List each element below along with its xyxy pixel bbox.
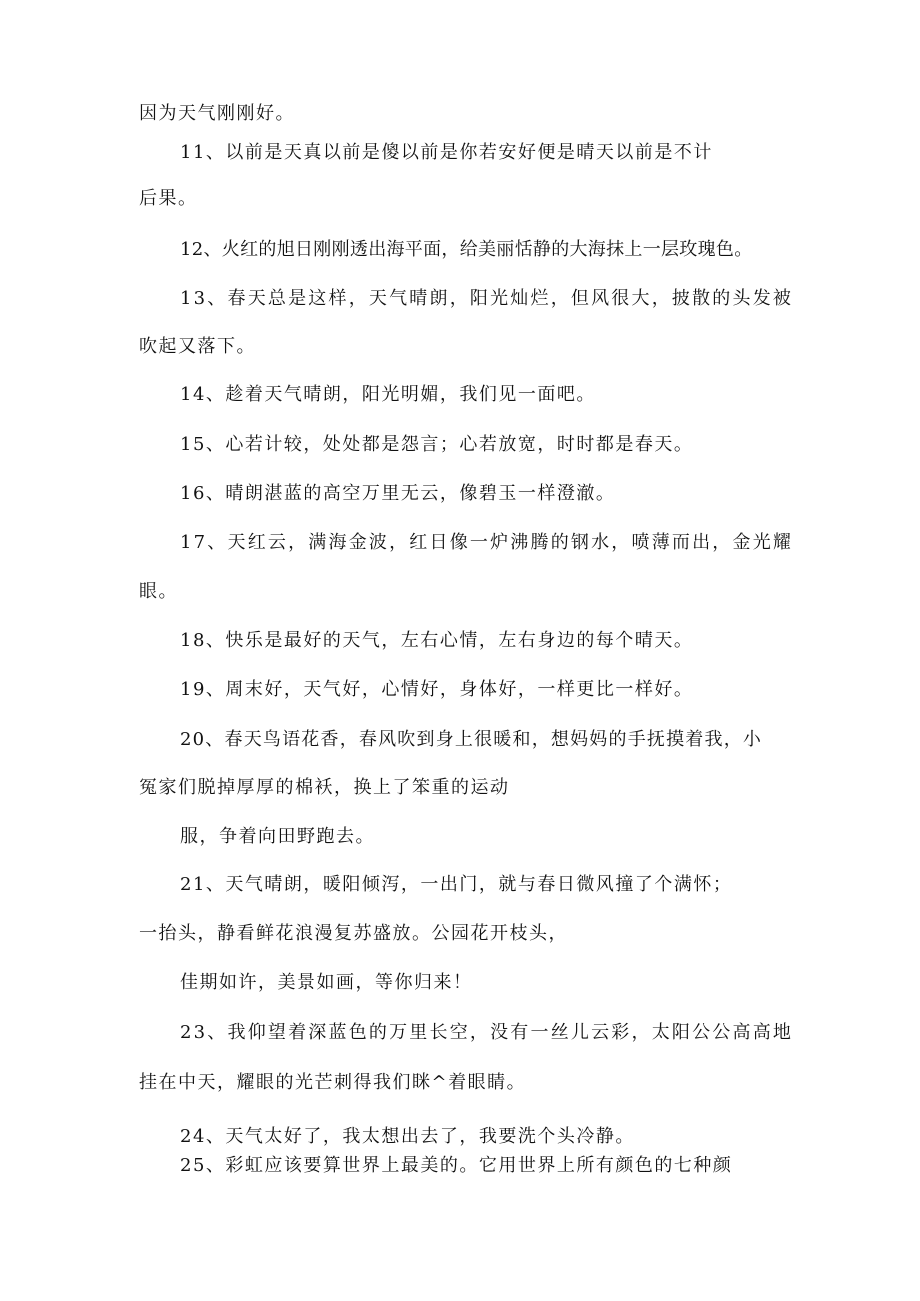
text-line: 佳期如许，美景如画，等你归来！ <box>180 972 473 993</box>
text-line: 13、春天总是这样，天气晴朗，阳光灿烂，但风很大，披散的头发被 <box>180 288 794 309</box>
text-line: 因为天气刚刚好。 <box>139 103 295 124</box>
text-line: 后果。 <box>139 188 198 209</box>
text-line: 冤家们脱掉厚厚的棉袄，换上了笨重的运动 <box>139 777 510 798</box>
text-line: 18、快乐是最好的天气，左右心情，左右身边的每个晴天。 <box>180 630 694 651</box>
text-line: 23、我仰望着深蓝色的万里长空，没有一丝儿云彩，太阳公公高高地 <box>180 1022 794 1043</box>
text-line: 12、火红的旭日刚刚透出海平面，给美丽恬静的大海抹上一层玫瑰色。 <box>180 239 753 260</box>
text-line: 14、趁着天气晴朗，阳光明媚，我们见一面吧。 <box>180 384 596 405</box>
text-line: 25、彩虹应该要算世界上最美的。它用世界上所有颜色的七种颜 <box>180 1155 733 1176</box>
text-line: 21、天气晴朗，暖阳倾泻，一出门，就与春日微风撞了个满怀； <box>180 874 733 895</box>
text-line: 挂在中天，耀眼的光芒刺得我们眯^着眼睛。 <box>139 1072 527 1093</box>
text-line: 15、心若计较，处处都是怨言；心若放宽，时时都是春天。 <box>180 434 694 455</box>
text-line: 一抬头，静看鲜花浪漫复苏盛放。公园花开枝头， <box>139 923 568 944</box>
text-line: 24、天气太好了，我太想出去了，我要洗个头冷静。 <box>180 1126 635 1147</box>
text-line: 服，争着向田野跑去。 <box>180 826 375 847</box>
text-line: 19、周末好，天气好，心情好，身体好，一样更比一样好。 <box>180 679 694 700</box>
text-line: 16、晴朗湛蓝的高空万里无云，像碧玉一样澄澈。 <box>180 483 616 504</box>
text-line: 20、春天鸟语花香，春风吹到身上很暖和，想妈妈的手抚摸着我，小 <box>180 729 763 750</box>
text-line: 11、以前是天真以前是傻以前是你若安好便是晴天以前是不计 <box>180 142 713 163</box>
text-line: 眼。 <box>139 581 178 602</box>
text-line: 17、天红云，满海金波，红日像一炉沸腾的钢水，喷薄而出，金光耀 <box>180 532 794 553</box>
text-line: 吹起又落下。 <box>139 336 256 357</box>
